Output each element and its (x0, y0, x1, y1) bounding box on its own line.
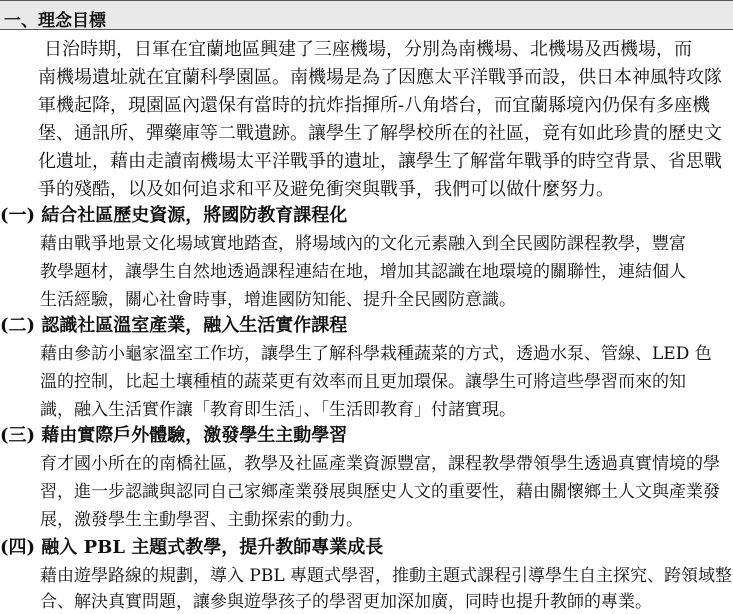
subsection-line: 溫的控制，比起土壤種植的蔬菜更有效率而且更加環保。讓學生可將這些學習而來的知 (40, 372, 686, 392)
intro-line: 爭的殘酷，以及如何追求和平及避免衝突與戰爭，我們可以做什麼努力。 (38, 179, 614, 200)
subsection-title: (二) 認識社區溫室產業，融入生活實作課程 (0, 315, 348, 336)
subsection-line: 習，進一步認識與認同自己家鄉產業發展與歷史人文的重要性，藉由關懷鄉土人文與產業發 (40, 482, 720, 502)
subsection-line: 育才國小所在的南橋社區，教學及社區產業資源豐富，課程教學帶領學生透過真實情境的學 (40, 454, 720, 474)
section-title: 一、理念目標 (4, 11, 106, 31)
subsection-line: 藉由遊學路線的規劃，導入 PBL 專題式學習，推動主題式課程引導學生自主探究、跨領域整 (40, 566, 733, 586)
intro-line: 化遺址，藉由走讀南機場太平洋戰爭的遺址，讓學生了解當年戰爭的時空背景、省思戰 (38, 151, 722, 172)
subsection-title: (一) 結合社區歷史資源，將國防教育課程化 (0, 205, 348, 226)
subsection-line: 生活經驗，關心社會時事，增進國防知能、提升全民國防意識。 (40, 290, 516, 310)
subsection-line: 藉由參訪小龜家溫室工作坊，讓學生了解科學栽種蔬菜的方式，透過水泵、管線、LED 色 (40, 344, 712, 364)
subsection-line: 識，融入生活實作讓「教育即生活」、「生活即教育」付諸實現。 (40, 400, 516, 420)
intro-line: 南機場遺址就在宜蘭科學園區。南機場是為了因應太平洋戰爭而設，供日本神風特攻隊 (38, 67, 722, 88)
subsection-line: 教學題材，讓學生自然地透過課程連結在地，增加其認識在地環境的關聯性，連結個人 (40, 262, 686, 282)
subsection-title: (四) 融入 PBL 主題式教學，提升教師專業成長 (0, 537, 384, 558)
section-header (0, 0, 733, 30)
intro-line: 堡、通訊所、彈藥庫等二戰遺跡。讓學生了解學校所在的社區，竟有如此珍貴的歷史文 (38, 123, 722, 144)
subsection-line: 展，激發學生主動學習、主動探索的動力。 (40, 510, 363, 530)
intro-line: 軍機起降，現園區內還保有當時的抗炸指揮所-八角塔台，而宜蘭縣境內仍保有多座機 (38, 95, 711, 116)
subsection-line: 合、解決真實問題，讓參與遊學孩子的學習更加深加廣，同時也提升教師的專業。 (40, 592, 652, 612)
intro-line: 日治時期，日軍在宜蘭地區興建了三座機場，分別為南機場、北機場及西機場，而 (8, 39, 692, 60)
subsection-title: (三) 藉由實際戶外體驗，激發學生主動學習 (0, 425, 348, 446)
subsection-line: 藉由戰爭地景文化場域實地踏查，將場域內的文化元素融入到全民國防課程教學，豐富 (40, 234, 686, 254)
